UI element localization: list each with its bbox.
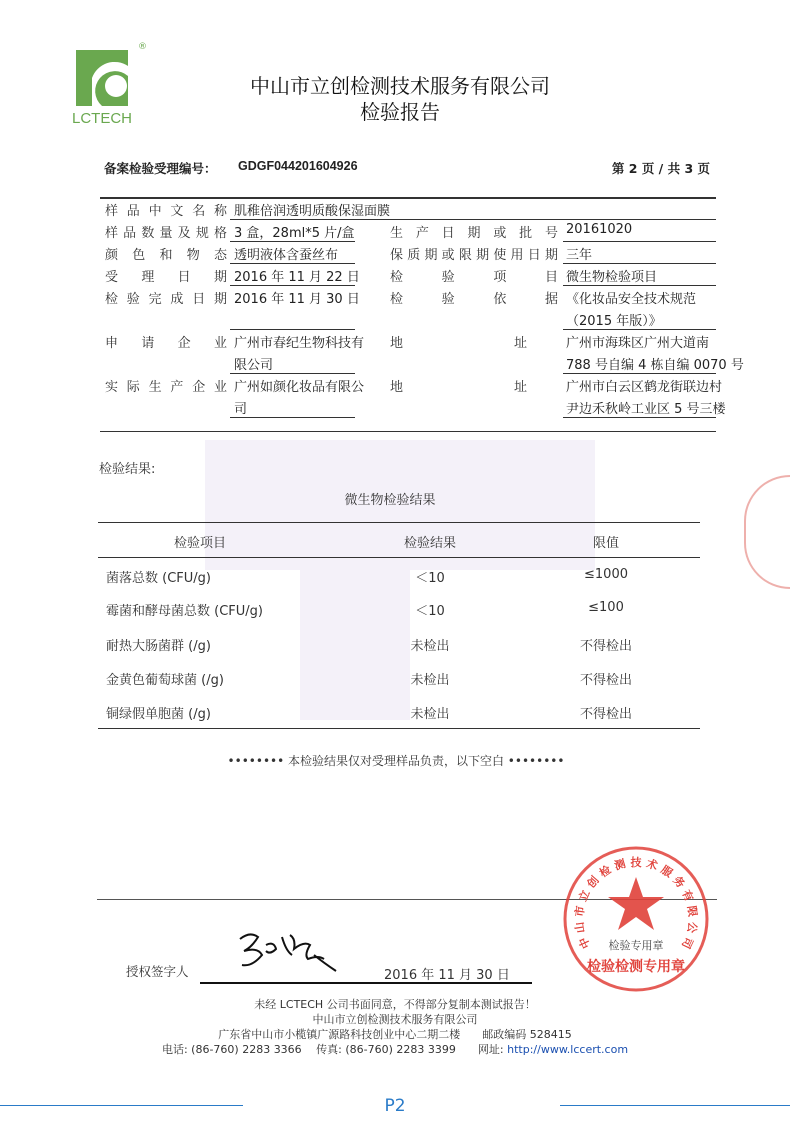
test-item-cell: 耐热大肠菌群 (/g) (106, 639, 211, 654)
column-header: 限值 (592, 536, 620, 551)
divider (98, 557, 700, 558)
sample-name: 肌稚倍润透明质酸保湿面膜 (234, 204, 391, 219)
stamp-ring-char: 服 (658, 863, 675, 880)
logo-text: LCTECH (72, 110, 133, 127)
watermark-logo-shade (300, 560, 410, 720)
divider (563, 263, 716, 264)
column-header: 检验结果 (403, 536, 457, 551)
page-info: 第 2 页 / 共 3 页 (611, 161, 710, 176)
result-cell: 未检出 (410, 639, 450, 654)
divider (230, 263, 355, 264)
shelf-life: 三年 (566, 248, 593, 263)
field-label: 检 验 完 成 日 期 (105, 292, 227, 307)
applicant-company: 限公司 (234, 358, 274, 373)
stamp-ring-char: 立 (576, 888, 593, 904)
signatory-label: 授权签字人 (126, 964, 189, 979)
stamp-ring-char: 有 (679, 888, 696, 904)
stamp-ring-char: 限 (684, 904, 700, 918)
field-label: 检 验 依 据 (390, 292, 558, 307)
blank-below-note: •••••••• 本检验结果仅对受理样品负责，以下空白 •••••••• (227, 754, 565, 768)
page-label: P2 (384, 1096, 406, 1116)
divider (230, 285, 355, 286)
manufacturer-address: 广州市白云区鹤龙街联边村 (566, 380, 723, 395)
results-label: 检验结果: (99, 462, 156, 477)
result-cell: ＜10 (415, 571, 445, 586)
field-label: 保质期或限期使用日期 (390, 248, 558, 263)
field-label: 址 (514, 380, 528, 395)
stamp-star-icon (608, 877, 664, 930)
divider (230, 417, 355, 418)
result-cell: ＜10 (415, 604, 445, 619)
footer-contact (162, 1041, 628, 1057)
manufacturer-address: 尹边禾秋岭工业区 5 号三楼 (566, 402, 726, 417)
results-table-title: 微生物检验结果 (344, 493, 436, 508)
stamp-ring-char: 市 (572, 904, 588, 918)
divider (563, 373, 716, 374)
divider (230, 219, 716, 220)
divider (98, 522, 700, 523)
copy-notice: 未经 LCTECH 公司书面同意，不得部分复制本测试报告！ (254, 998, 536, 1011)
limit-cell: ≤100 (588, 600, 624, 615)
field-label: 样 品 中 文 名 称 (105, 204, 227, 219)
field-label: 生 产 日 期 或 批 号 (390, 226, 558, 241)
divider (563, 285, 716, 286)
stamp-ring-char: 公 (684, 921, 700, 934)
signature-line (200, 982, 532, 984)
field-label: 检 验 项 目 (390, 270, 558, 285)
record-number: GDGF044201604926 (238, 159, 358, 173)
applicant-company: 广州市春纪生物科技有 (234, 336, 365, 351)
website-link[interactable]: http://www.lccert.com (507, 1043, 629, 1056)
stamp-inner-text: 检验专用章 (608, 939, 664, 952)
report-title: 检验报告 (360, 100, 440, 124)
result-cell: 未检出 (410, 707, 450, 722)
company-name: 中山市立创检测技术服务有限公司 (250, 74, 550, 98)
result-cell: 未检出 (410, 673, 450, 688)
received-date: 2016 年 11 月 22 日 (234, 270, 360, 285)
stamp-ring-char: 术 (644, 857, 660, 873)
divider (563, 241, 716, 242)
phone-fax: 电话: (86-760) 2283 3366 传真: (86-760) 2283 3399 网址: (161, 1043, 508, 1056)
field-label: 实 际 生 产 企 业 (105, 380, 227, 395)
divider (230, 329, 355, 330)
manufacturer: 广州如颜化妆品有限公 (234, 380, 365, 395)
test-basis: （2015 年版）》 (566, 314, 662, 329)
limit-cell: ≤1000 (584, 567, 628, 582)
registered-mark: ® (138, 42, 147, 52)
divider (230, 241, 355, 242)
test-item-cell: 菌落总数 (CFU/g) (106, 571, 211, 586)
divider (100, 431, 716, 432)
field-label: 颜 色 和 物 态 (105, 248, 227, 263)
divider (100, 197, 716, 199)
handwritten-signature (232, 925, 352, 979)
stamp-ring-char: 测 (612, 857, 628, 873)
field-label: 受 理 日 期 (105, 270, 227, 285)
field-label: 地 (390, 336, 404, 351)
stamp-ring-char: 中 (576, 935, 594, 951)
applicant-address: 788 号自编 4 栋自编 0070 号 (566, 358, 744, 373)
stamp-ring-char: 山 (572, 921, 588, 934)
divider (563, 417, 716, 418)
limit-cell: 不得检出 (579, 673, 633, 688)
field-label: 地 (390, 380, 404, 395)
stamp-inner-text: 检验检测专用章 (587, 959, 685, 975)
stamp-ring-char: 技 (630, 856, 642, 869)
test-item-cell: 金黄色葡萄球菌 (/g) (106, 673, 224, 688)
divider (560, 1105, 790, 1106)
footer-company: 中山市立创检测技术服务有限公司 (312, 1013, 478, 1026)
batch-number: 20161020 (566, 222, 633, 237)
limit-cell: 不得检出 (579, 639, 633, 654)
footer-address: 广东省中山市小榄镇广源路科技创业中心二期二楼 邮政编码 528415 (218, 1028, 572, 1041)
stamp-ring-char: 检 (597, 863, 614, 880)
divider (98, 728, 700, 729)
field-label: 址 (514, 336, 528, 351)
stamp-ring-char: 务 (670, 873, 688, 891)
color-state: 透明液体含蚕丝布 (234, 248, 339, 263)
official-stamp (562, 845, 710, 993)
completion-date: 2016 年 11 月 30 日 (234, 292, 360, 307)
signature-icon (232, 925, 352, 975)
divider (563, 329, 716, 330)
manufacturer: 司 (234, 402, 248, 417)
field-label: 样 品 数 量 及 规 格 (105, 226, 227, 241)
limit-cell: 不得检出 (579, 707, 633, 722)
applicant-address: 广州市海珠区广州大道南 (566, 336, 710, 351)
partial-seal-edge (744, 475, 790, 589)
test-item: 微生物检验项目 (566, 270, 658, 285)
signature-date: 2016 年 11 月 30 日 (384, 968, 510, 983)
test-item-cell: 霉菌和酵母菌总数 (CFU/g) (106, 604, 263, 619)
divider (0, 1105, 243, 1106)
stamp-ring-char: 创 (584, 873, 602, 891)
divider (230, 373, 355, 374)
company-logo (72, 42, 147, 130)
sample-quantity: 3 盒，28ml*5 片/盒 (234, 226, 355, 241)
field-label: 申 请 企 业 (105, 336, 227, 351)
test-item-cell: 铜绿假单胞菌 (/g) (106, 707, 211, 722)
test-basis: 《化妆品安全技术规范 (566, 292, 697, 307)
column-header: 检验项目 (173, 536, 227, 551)
logo-mark-icon (76, 46, 136, 108)
record-label: 备案检验受理编号： (104, 161, 217, 176)
stamp-ring-char: 司 (678, 935, 696, 951)
